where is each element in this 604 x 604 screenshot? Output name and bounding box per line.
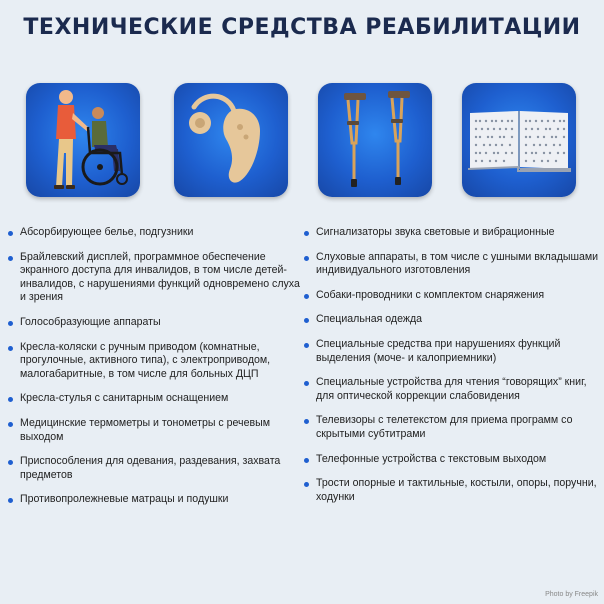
right-list (304, 226, 599, 504)
braille-book-tile (462, 83, 576, 197)
left-list (8, 226, 303, 507)
list-item: Телефонные устройства с текстовым выходом (304, 453, 599, 467)
wheelchair-tile (26, 83, 140, 197)
list-item: Приспособления для одевания, раздевания, захвата предметов (8, 455, 303, 482)
list-item: Медицинские термометры и тонометры с речевым выходом (8, 417, 303, 444)
hearing-aid-icon (174, 83, 288, 197)
wheelchair-icon (26, 83, 140, 197)
list-item: Кресла-стулья с санитарным оснащением (8, 392, 303, 406)
page-title: ТЕХНИЧЕСКИЕ СРЕДСТВА РЕАБИЛИТАЦИИ (23, 15, 581, 40)
list-item: Противопролежневые матрацы и подушки (8, 493, 303, 507)
list-item: Специальные средства при нарушениях функций выделения (моче- и калоприемники) (304, 338, 599, 365)
list-item: Абсорбирующее белье, подгузники (8, 226, 303, 240)
list-item: Сигнализаторы звука световые и вибрационные (304, 226, 599, 240)
list-item: Телевизоры с телетекстом для приема программ со скрытыми субтитрами (304, 414, 599, 441)
list-item: Специальные устройства для чтения “говорящих” книг, для оптической коррекции слабовидения (304, 376, 599, 403)
list-item: Голособразующие аппараты (8, 316, 303, 330)
list-item: Собаки-проводники с комплектом снаряжения (304, 289, 599, 303)
crutches-tile (318, 83, 432, 197)
list-item: Слуховые аппараты, в том числе с ушными вкладышами индивидуального изготовления (304, 251, 599, 278)
crutches-icon (318, 83, 432, 197)
list-item: Специальная одежда (304, 313, 599, 327)
list-item: Трости опорные и тактильные, костыли, опоры, поручни, ходунки (304, 477, 599, 504)
hearing-aid-tile (174, 83, 288, 197)
braille-book-icon (462, 83, 576, 197)
list-item: Брайлевский дисплей, программное обеспечение экранного доступа для инвалидов, в том числе детей-инвалидов, с нарушениями функций одновремено слуха и зрения (8, 251, 303, 305)
photo-credit: Photo by Freepik (545, 591, 598, 598)
list-item: Кресла-коляски с ручным приводом (комнатные, прогулочные, активного типа), с электроприводом, малогабаритные, в том числе для больных ДЦП (8, 341, 303, 382)
